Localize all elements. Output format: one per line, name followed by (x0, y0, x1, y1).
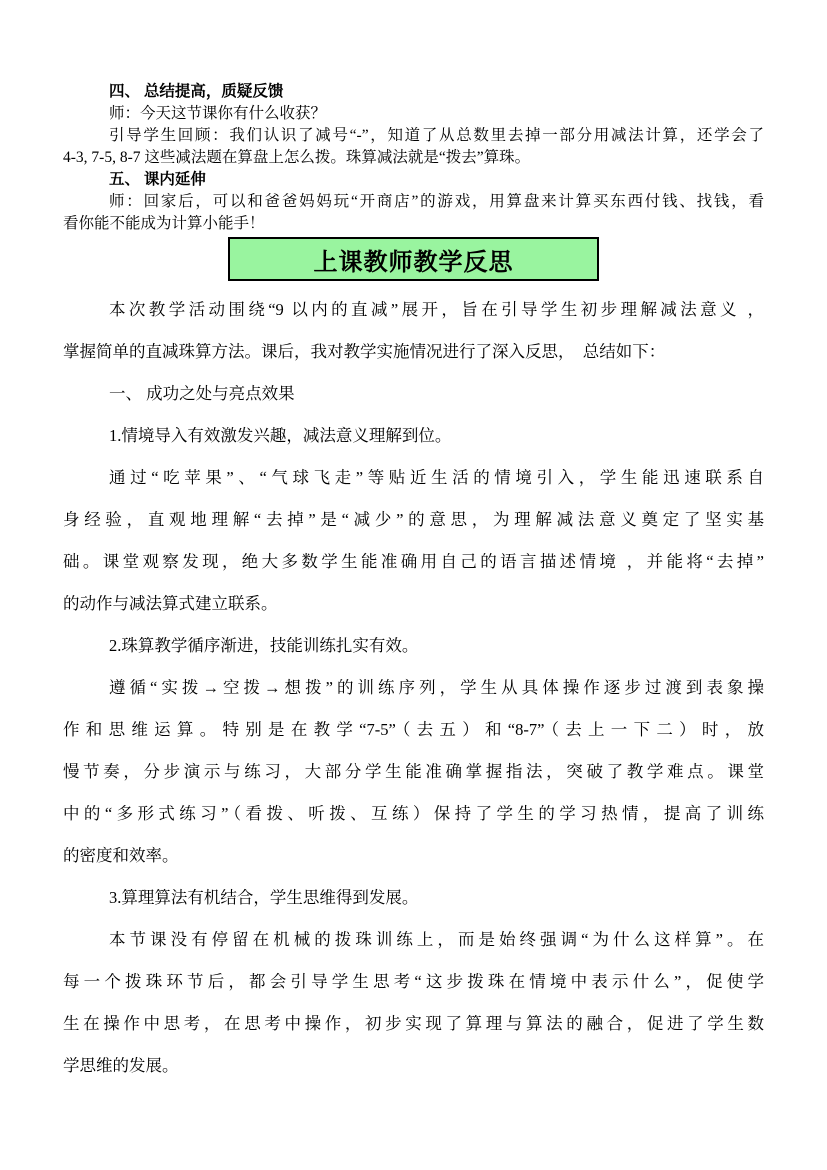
reflection-intro-line: 掌握简单的直减珠算方法。课后，我对教学实施情况进行了深入反思， 总结如下： (63, 342, 666, 361)
reflection-section (63, 289, 764, 1087)
reflection-intro-line: 本次教学活动围绕“9 以内的直减”展开，旨在引导学生初步理解减法意义 ， (109, 300, 764, 319)
reflection-point-3-title: 3.算理算法有机结合，学生思维得到发展。 (109, 888, 419, 907)
review-guidance-line: 4-3, 7-5, 8-7 这些减法题在算盘上怎么拨。珠算减法就是“拨去”算珠。 (63, 149, 531, 166)
reflection-point-3-line: 生在操作中思考，在思考中操作，初步实现了算理与算法的融合，促进了学生数 (63, 1014, 764, 1033)
reflection-point-3-line: 本节课没有停留在机械的拨珠训练上，而是始终强调“为什么这样算”。在 (109, 930, 764, 949)
teacher-question-line: 师：今天这节课你有什么收获？ (109, 105, 327, 122)
reflection-point-2-line: 慢节奏，分步演示与练习，大部分学生能准确掌握指法，突破了教学难点。课堂 (63, 762, 764, 781)
homework-extension-line: 看你能不能成为计算小能手！ (63, 215, 265, 232)
reflection-banner (228, 237, 599, 281)
reflection-point-1-line: 身经验，直观地理解“去掉”是“减少”的意思，为理解减法意义奠定了坚实基 (63, 510, 764, 529)
reflection-point-1-line: 础。课堂观察发现，绝大多数学生能准确用自己的语言描述情境 ，并能将“去掉” (63, 552, 764, 571)
reflection-point-3-line: 学思维的发展。 (63, 1056, 179, 1075)
section-heading-four: 四、 总结提高，质疑反馈 (109, 83, 284, 100)
lesson-plan-section (63, 81, 764, 235)
reflection-heading-one: 一、 成功之处与亮点效果 (109, 384, 295, 403)
reflection-point-2-line: 遵循“实拨→空拨→想拨”的训练序列，学生从具体操作逐步过渡到表象操 (109, 678, 764, 697)
reflection-point-1-line: 的动作与减法算式建立联系。 (63, 594, 278, 613)
reflection-banner-title: 上课教师教学反思 (313, 248, 514, 276)
reflection-point-1-title: 1.情境导入有效激发兴趣，减法意义理解到位。 (109, 426, 452, 445)
reflection-point-2-line: 中的“多形式练习”（看拨、听拨、互练）保持了学生的学习热情，提高了训练 (63, 804, 764, 823)
reflection-point-1-line: 通过“吃苹果”、“气球飞走”等贴近生活的情境引入，学生能迅速联系自 (109, 468, 764, 487)
reflection-point-2-line: 作和思维运算。特别是在教学“7-5”（去五）和“8-7”（去上一下二）时，放 (63, 720, 764, 739)
reflection-point-2-title: 2.珠算教学循序渐进，技能训练扎实有效。 (109, 636, 419, 655)
reflection-point-3-line: 每一个拨珠环节后，都会引导学生思考“这步拨珠在情境中表示什么”，促使学 (63, 972, 764, 991)
section-heading-five: 五、 课内延伸 (109, 171, 206, 188)
review-guidance-line: 引导学生回顾：我们认识了减号“-”，知道了从总数里去掉一部分用减法计算，还学会了 (109, 127, 764, 144)
homework-extension-line: 师：回家后，可以和爸爸妈妈玩“开商店”的游戏，用算盘来计算买东西付钱、找钱，看 (109, 193, 764, 210)
reflection-point-2-line: 的密度和效率。 (63, 846, 179, 865)
